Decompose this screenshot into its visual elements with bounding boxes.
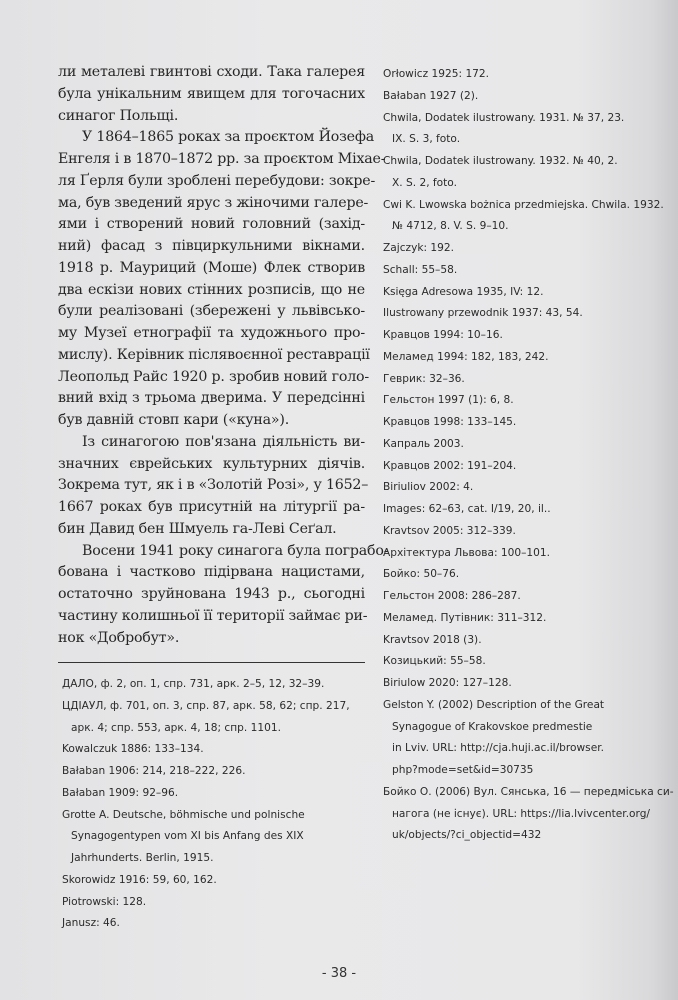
reference-line: № 4712, 8. V. S. 9–10. [392, 220, 509, 233]
reference-entry [383, 564, 678, 586]
reference-entry [383, 64, 678, 86]
reference-line: Orłowicz 1925: 172. [383, 68, 490, 80]
reference-entry [383, 782, 678, 847]
reference-entry [383, 282, 678, 304]
references-left-column [62, 674, 372, 935]
reference-line: X. S. 2, foto. [392, 176, 457, 189]
footnote-divider [58, 662, 365, 663]
reference-entry [62, 870, 372, 892]
reference-entry [383, 347, 678, 369]
reference-entry [383, 369, 678, 391]
reference-line: Гельстон 1997 (1): 6, 8. [383, 394, 514, 407]
text-line: були реалізовані (збережені у львівсько- [58, 303, 365, 320]
reference-entry [62, 892, 372, 914]
text-line: значних єврейських культурних діячів. [58, 455, 365, 472]
reference-entry [383, 390, 678, 412]
reference-line: uk/objects/?ci_objectid=432 [392, 829, 542, 842]
reference-entry [383, 499, 678, 521]
reference-line: нагога (не існує). URL: https://lia.lvivcenter.org/ [392, 807, 650, 820]
reference-line: Synagogue of Krakovskoe predmestie [392, 720, 593, 733]
text-line: нок «Добробут». [58, 629, 180, 646]
reference-entry [383, 86, 678, 108]
reference-line: Архітектура Львова: 100–101. [383, 546, 551, 559]
reference-entry [62, 739, 372, 761]
reference-line: Cwi K. Lwowska bożnica przedmiejska. Chwila. 1932. [383, 198, 664, 211]
text-line: був давній стовп кари («куна»). [58, 412, 290, 428]
paragraph [58, 541, 389, 650]
main-text-column [58, 62, 389, 649]
paragraph [58, 127, 386, 432]
reference-entry [383, 151, 678, 195]
reference-line: php?mode=set&id=30735 [392, 764, 534, 776]
text-line: остаточно зруйнована 1943 р., сьогодні [58, 586, 365, 602]
reference-line: Schall: 55–58. [383, 263, 458, 276]
reference-line: ДАЛО, ф. 2, оп. 1, спр. 731, арк. 2–5, 12, 32–39. [62, 678, 325, 690]
text-line: синагог Польщі. [58, 107, 179, 124]
reference-line: Księga Adresowa 1935, IV: 12. [383, 285, 544, 298]
reference-line: Bałaban 1906: 214, 218–222, 226. [62, 765, 246, 777]
reference-entry [383, 303, 678, 325]
reference-line: Kravtsov 2018 (3). [383, 633, 482, 646]
reference-line: Меламед. Путівник: 311–312. [383, 611, 547, 624]
reference-entry [62, 674, 372, 696]
reference-line: Бойко: 50–76. [383, 568, 460, 581]
reference-entry [383, 325, 678, 347]
reference-line: Gelston Y. (2002) Description of the Great [383, 698, 605, 711]
reference-entry [383, 521, 678, 543]
text-line: му Музеї етнографії та художнього про- [58, 325, 365, 341]
reference-line: Bałaban 1909: 92–96. [62, 786, 179, 799]
reference-line: Геврик: 32–36. [383, 372, 465, 385]
page-number: - 38 - [321, 966, 357, 981]
reference-entry [383, 477, 678, 499]
reference-line: Janusz: 46. [62, 917, 120, 930]
reference-line: Меламед 1994: 182, 183, 242. [383, 350, 549, 363]
paragraph [58, 432, 369, 541]
reference-entry [383, 456, 678, 478]
text-line: Леопольд Райс 1920 р. зробив новий голо- [58, 368, 369, 385]
reference-line: Zajczyk: 192. [383, 242, 455, 254]
text-line: частину колишньої її території займає ри- [58, 607, 368, 624]
reference-entry [383, 543, 678, 565]
reference-entry [383, 673, 678, 695]
reference-line: Grotte A. Deutsche, böhmische und polnische [62, 808, 305, 821]
reference-line: Biriuliov 2002: 4. [383, 481, 474, 494]
reference-line: Козицький: 55–58. [383, 655, 486, 668]
reference-entry [62, 783, 372, 805]
reference-line: Гельстон 2008: 286–287. [383, 590, 521, 602]
reference-line: Biriulow 2020: 127–128. [383, 677, 512, 689]
reference-entry [62, 696, 372, 740]
reference-entry [383, 586, 678, 608]
reference-line: IX. S. 3, foto. [392, 133, 461, 146]
text-line: 1918 р. Мауриций (Моше) Флек створив [58, 259, 365, 276]
text-line: ма, був зведений ярус з жіночими галере- [58, 194, 369, 211]
text-line: мислу). Керівник післявоєнної реставрації [58, 346, 370, 363]
reference-entry [383, 434, 678, 456]
text-line: вний вхід з трьома дверима. У передсінні [58, 390, 365, 407]
reference-line: Skorowidz 1916: 59, 60, 162. [62, 873, 217, 886]
reference-line: Kowalczuk 1886: 133–134. [62, 743, 204, 756]
reference-entry [62, 913, 372, 935]
reference-line: in Lviv. URL: http://cja.huji.ac.il/browser. [392, 742, 604, 755]
reference-entry [383, 695, 678, 782]
reference-entry [383, 608, 678, 630]
text-line: Із синагогою пов'язана діяльність ви- [82, 433, 365, 450]
reference-line: Капраль 2003. [383, 437, 464, 450]
reference-line: Ilustrowany przewodnik 1937: 43, 54. [383, 307, 583, 320]
reference-entry [383, 651, 678, 673]
reference-line: Piotrowski: 128. [62, 895, 147, 908]
reference-entry [383, 630, 678, 652]
reference-entry [383, 195, 678, 239]
text-line: У 1864–1865 роках за проєктом Йозефа [82, 129, 374, 146]
text-line: була унікальним явищем для тогочасних [58, 85, 365, 102]
reference-line: Images: 62–63, cat. I/19, 20, il.. [383, 503, 551, 515]
reference-line: Bałaban 1927 (2). [383, 89, 479, 102]
reference-entry [62, 805, 372, 870]
reference-line: Chwila, Dodatek ilustrowany. 1931. № 37, 23. [383, 111, 625, 124]
reference-entry [383, 260, 678, 282]
text-line: два ескізи нових стінних розписів, що не [58, 281, 365, 298]
reference-line: Synagogentypen vom XI bis Anfang des XIX [71, 830, 304, 843]
reference-entry [383, 108, 678, 152]
text-line: ля Ґерля були зроблені перебудови: зокре- [58, 172, 376, 189]
reference-entry [383, 238, 678, 260]
text-line: Восени 1941 року синагога була пограбо- [82, 542, 389, 559]
reference-line: арк. 4; спр. 553, арк. 4, 18; спр. 1101. [71, 721, 281, 734]
references-right-column [383, 64, 678, 847]
text-line: Зокрема тут, як і в «Золотій Розі», у 1652– [58, 477, 369, 494]
text-line: бована і частково підірвана нацистами, [58, 564, 365, 581]
reference-line: Бойко О. (2006) Вул. Сянська, 16 — передміська си- [383, 785, 674, 798]
reference-entry [383, 412, 678, 434]
reference-line: ЦДІАУЛ, ф. 701, оп. 3, спр. 87, арк. 58, 62; спр. 217, [62, 699, 350, 712]
reference-entry [62, 761, 372, 783]
text-line: ли металеві гвинтові сходи. Така галерея [58, 64, 365, 80]
paragraph [58, 62, 365, 127]
text-line: ний) фасад з півциркульними вікнами. [58, 238, 365, 254]
text-line: 1667 роках був присутній на літургії ра- [58, 499, 365, 515]
reference-line: Кравцов 1998: 133–145. [383, 416, 517, 428]
reference-line: Jahrhunderts. Berlin, 1915. [71, 852, 214, 864]
text-line: ями і створений новий головний (захід- [58, 216, 365, 233]
text-line: бин Давид бен Шмуель га-Леві Сеґал. [58, 520, 337, 537]
reference-line: Chwila, Dodatek ilustrowany. 1932. № 40, 2. [383, 155, 618, 167]
reference-line: Кравцов 1994: 10–16. [383, 329, 503, 341]
text-line: Енгеля і в 1870–1872 рр. за проєктом Міхае- [58, 151, 386, 167]
reference-line: Kravtsov 2005: 312–339. [383, 524, 516, 537]
reference-line: Кравцов 2002: 191–204. [383, 459, 517, 472]
